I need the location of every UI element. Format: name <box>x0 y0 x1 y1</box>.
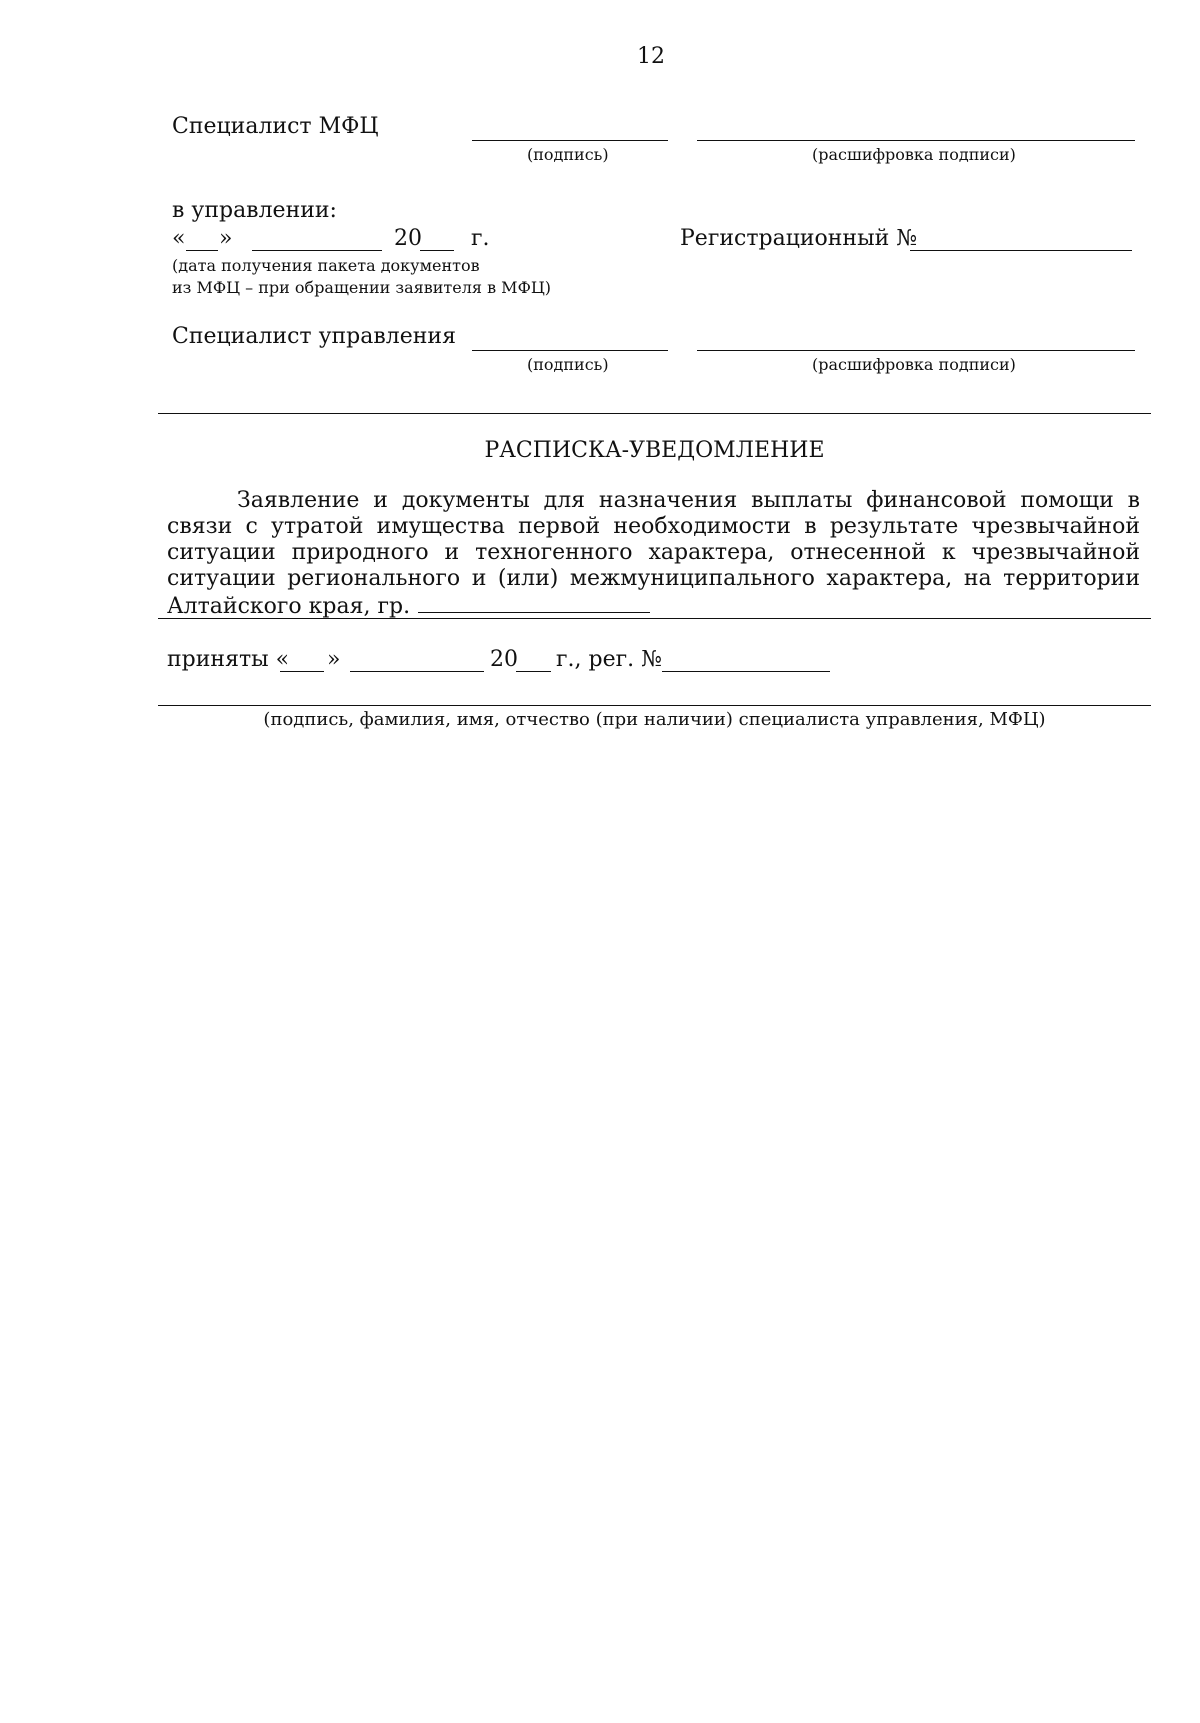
date-caption-line2: из МФЦ – при обращении заявителя в МФЦ) <box>172 278 552 297</box>
citizen-name-line <box>418 592 650 613</box>
department-decoding-line <box>697 350 1135 351</box>
accepted-year-suffix: г., рег. № <box>556 647 662 672</box>
footer-caption: (подпись, фамилия, имя, отчество (при наличии) специалиста управления, МФЦ) <box>263 709 1046 730</box>
date-day-line <box>186 250 218 251</box>
receipt-body-text: Заявление и документы для назначения выплаты финансовой помощи в связи с утратой имущества первой необходимости в результате чрезвычайной ситуации природного и техногенного характера, отнесенной к чрезвычайной ситуации регионального и (или) межмуниципального характера, на территории Алтайского края, гр. <box>167 488 1140 619</box>
registration-number-line <box>910 250 1132 251</box>
receipt-body <box>167 488 1140 620</box>
registration-number-label: Регистрационный № <box>680 226 918 251</box>
accepted-label: приняты « <box>167 647 290 672</box>
body-underline <box>158 618 1151 619</box>
accepted-quote-close: » <box>327 647 341 672</box>
date-quote-open: « <box>172 226 186 251</box>
page-number: 12 <box>637 44 665 69</box>
accepted-year-prefix: 20 <box>490 647 518 672</box>
section-divider <box>158 413 1151 414</box>
date-year-line <box>420 250 454 251</box>
accepted-year-line <box>516 671 551 672</box>
receipt-title: РАСПИСКА-УВЕДОМЛЕНИЕ <box>484 438 825 463</box>
accepted-day-line <box>280 671 324 672</box>
date-month-line <box>252 250 382 251</box>
department-signature-line <box>472 350 668 351</box>
mfc-specialist-label: Специалист МФЦ <box>172 114 379 139</box>
in-department-label: в управлении: <box>172 198 337 223</box>
date-caption-line1: (дата получения пакета документов <box>172 256 480 275</box>
footer-signature-line <box>158 705 1151 706</box>
mfc-decoding-line <box>697 140 1135 141</box>
accepted-month-line <box>350 671 484 672</box>
mfc-signature-caption: (подпись) <box>527 145 609 164</box>
mfc-signature-line <box>472 140 668 141</box>
date-quote-close: » <box>219 226 233 251</box>
accepted-reg-number-line <box>662 671 830 672</box>
department-decoding-caption: (расшифровка подписи) <box>812 355 1016 374</box>
mfc-decoding-caption: (расшифровка подписи) <box>812 145 1016 164</box>
department-specialist-label: Специалист управления <box>172 324 456 349</box>
date-year-suffix: г. <box>471 226 490 251</box>
department-signature-caption: (подпись) <box>527 355 609 374</box>
date-year-prefix: 20 <box>394 226 422 251</box>
